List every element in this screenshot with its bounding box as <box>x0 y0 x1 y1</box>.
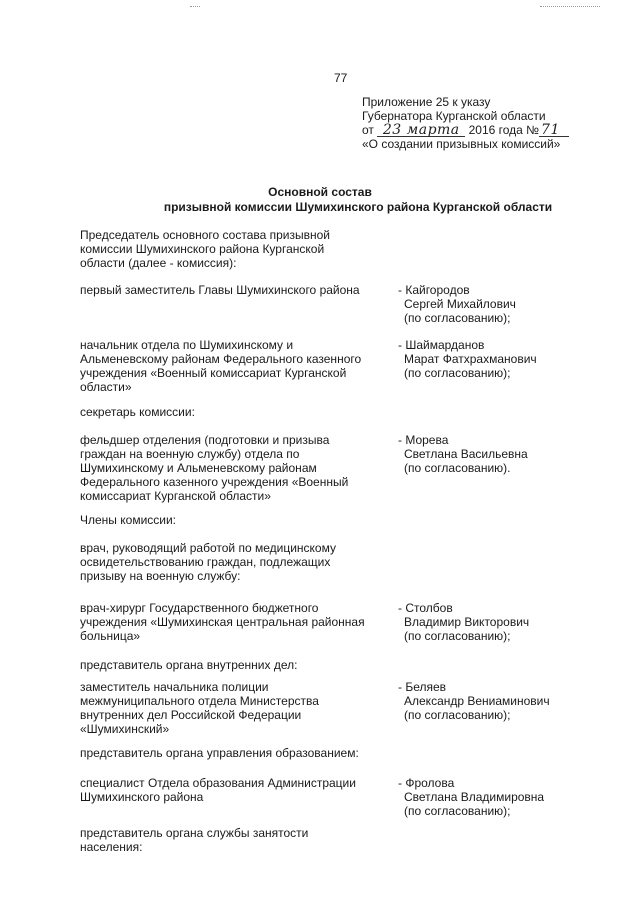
member-position <box>80 541 390 583</box>
position-line: Альменевскому районам Федерального казенного <box>80 352 362 366</box>
position-line: Шумихинского района <box>80 790 204 804</box>
member-given-names: Сергей Михайлович <box>404 297 516 311</box>
position-line: первый заместитель Главы Шумихинского района <box>80 283 360 297</box>
position-line: Председатель основного состава призывной <box>80 228 331 242</box>
member-position <box>80 658 390 672</box>
position-line: освидетельствованию граждан, подлежащих <box>80 555 331 569</box>
title-line-2: призывной комиссии Шумихинского района Курганской области <box>163 200 553 214</box>
date-suffix: 2016 года № <box>468 123 540 137</box>
member-name <box>398 283 580 325</box>
member-position <box>80 746 390 760</box>
position-line: секретарь комиссии: <box>80 405 195 419</box>
member-note: (по согласованию); <box>404 366 511 380</box>
position-line: граждан на военную службу) отдела по <box>80 447 300 461</box>
member-position <box>80 826 390 854</box>
position-line: больница» <box>80 629 141 643</box>
appendix-line-2: Губернатора Курганской области <box>362 109 546 123</box>
position-line: комиссии Шумихинского района Курганской <box>80 242 325 256</box>
member-note: (по согласованию); <box>404 311 511 325</box>
member-note: (по согласованию); <box>404 804 511 818</box>
position-line: Члены комиссии: <box>80 513 177 527</box>
position-line: «Шумихинский» <box>80 722 170 736</box>
position-line: врач-хирург Государственного бюджетного <box>80 601 319 615</box>
member-name <box>398 338 580 380</box>
position-line: Шумихинскому и Альменевскому районам <box>80 461 317 475</box>
member-surname: - Кайгородов <box>398 283 470 297</box>
position-line: межмуниципального отдела Министерства <box>80 694 319 708</box>
member-note: (по согласованию). <box>404 461 511 475</box>
handwritten-number: 71 <box>539 124 569 137</box>
position-line: врач, руководящий работой по медицинскому <box>80 541 336 555</box>
position-line: учреждения «Военный комиссариат Курганской <box>80 366 347 380</box>
member-note: (по согласованию); <box>404 629 511 643</box>
appendix-line-4: «О создании призывных комиссий» <box>362 137 561 151</box>
member-surname: - Шаймарданов <box>398 338 485 352</box>
position-line: области» <box>80 380 132 394</box>
member-position <box>80 228 390 270</box>
position-line: области (далее - комиссия): <box>80 256 237 270</box>
member-position <box>80 405 390 419</box>
position-line: представитель органа управления образованием: <box>80 746 359 760</box>
member-position <box>80 433 390 503</box>
document-title <box>0 185 640 215</box>
member-position <box>80 338 390 394</box>
member-surname: - Фролова <box>398 776 455 790</box>
position-line: учреждения «Шумихинская центральная районная <box>80 615 365 629</box>
page-number: 77 <box>334 71 348 85</box>
handwritten-date: 23 марта <box>377 124 465 137</box>
position-line: представитель органа внутренних дел: <box>80 658 298 672</box>
member-given-names: Александр Вениаминович <box>404 694 550 708</box>
member-given-names: Владимир Викторович <box>404 615 530 629</box>
position-line: Федерального казенного учреждения «Военный <box>80 475 349 489</box>
member-given-names: Светлана Владимировна <box>404 790 545 804</box>
position-line: внутренних дел Российской Федерации <box>80 708 302 722</box>
appendix-header <box>362 95 569 151</box>
member-given-names: Марат Фатхрахманович <box>404 352 537 366</box>
position-line: призыву на военную службу: <box>80 569 241 583</box>
position-line: комиссариат Курганской области» <box>80 489 271 503</box>
member-position <box>80 776 390 804</box>
member-name <box>398 776 580 818</box>
member-position <box>80 283 390 297</box>
member-surname: - Столбов <box>398 601 453 615</box>
member-surname: - Беляев <box>398 680 447 694</box>
member-name <box>398 433 580 475</box>
member-position <box>80 513 390 527</box>
title-line-1: Основной состав <box>268 185 372 199</box>
scan-artifact-left <box>190 6 200 8</box>
scan-artifact-right <box>540 6 600 8</box>
member-name <box>398 601 580 643</box>
position-line: начальник отдела по Шумихинскому и <box>80 338 294 352</box>
position-line: специалист Отдела образования Администрации <box>80 776 356 790</box>
appendix-date-line <box>362 123 569 137</box>
position-line: фельдшер отделения (подготовки и призыва <box>80 433 330 447</box>
member-surname: - Морева <box>398 433 449 447</box>
member-note: (по согласованию); <box>404 708 511 722</box>
position-line: населения: <box>80 840 143 854</box>
member-position <box>80 680 390 736</box>
position-line: заместитель начальника полиции <box>80 680 269 694</box>
member-name <box>398 680 580 722</box>
position-line: представитель органа службы занятости <box>80 826 309 840</box>
date-prefix: от <box>362 123 374 137</box>
member-position <box>80 601 390 643</box>
appendix-line-1: Приложение 25 к указу <box>362 95 491 109</box>
member-given-names: Светлана Васильевна <box>404 447 528 461</box>
